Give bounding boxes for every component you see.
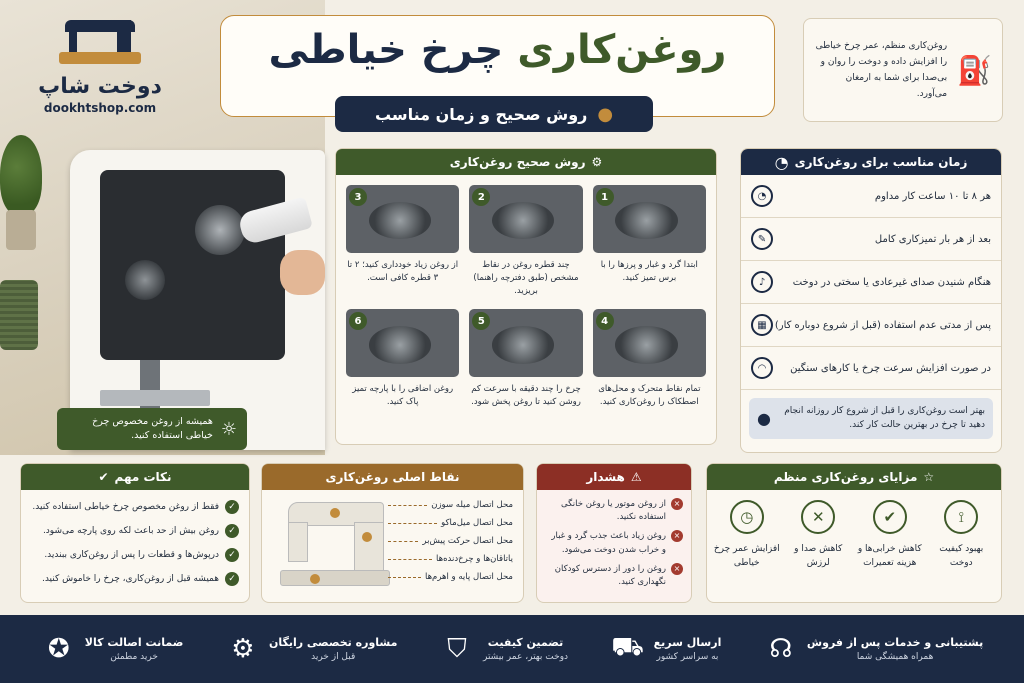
benefit-label: کاهش خرابی‌ها و هزینه تعمیرات bbox=[857, 544, 922, 569]
check-circle-icon: ✔ bbox=[98, 470, 109, 484]
timing-item bbox=[741, 304, 1001, 347]
thread-spool bbox=[0, 280, 38, 350]
brand-name: دوخت شاپ bbox=[38, 74, 162, 99]
benefit-label: کاهش صدا و لرزش bbox=[794, 544, 843, 569]
speedometer-icon: ◠ bbox=[751, 357, 773, 379]
footer-title: ضمانت اصالت کالا bbox=[84, 636, 184, 649]
benefit-item bbox=[857, 500, 923, 571]
point-label: محل اتصال میل‌ماکو bbox=[388, 518, 513, 528]
x-icon: × bbox=[671, 498, 683, 510]
gear-icon: ⚙ bbox=[591, 155, 603, 169]
timing-item-text: بعد از هر بار تمیزکاری کامل bbox=[874, 233, 991, 245]
warning-header: ⚠ هشدار bbox=[537, 464, 691, 490]
points-section bbox=[261, 463, 524, 603]
method-section bbox=[335, 148, 717, 445]
tip-text: درپوش‌ها و قطعات را پس از روغن‌کاری ببندید. bbox=[44, 550, 219, 560]
timing-note: بهتر است روغن‌کاری را قبل از شروع کار روزانه انجام دهید تا چرخ در بهترین حالت کار کند. ● bbox=[749, 398, 993, 439]
leader-line bbox=[388, 505, 427, 506]
step-photo bbox=[593, 309, 706, 377]
footer-title: مشاوره تخصصی رایگان bbox=[268, 636, 398, 649]
timing-item-text: هر ۸ تا ۱۰ ساعت کار مداوم bbox=[874, 190, 991, 202]
plant-decor bbox=[0, 135, 42, 215]
sound-off-icon: ✕ bbox=[801, 500, 835, 534]
footer-title: تضمین کیفیت bbox=[487, 636, 564, 649]
leader-line bbox=[388, 523, 437, 524]
timing-item bbox=[741, 261, 1001, 304]
footer-subtitle: به سراسر کشور bbox=[656, 652, 719, 662]
step-number: 6 bbox=[349, 312, 367, 330]
step-photo bbox=[346, 185, 459, 253]
clock-icon: ◔ bbox=[751, 185, 773, 207]
step-caption: چند قطره روغن در نقاط مشخص (طبق دفترچه راهنما) بریزید. bbox=[473, 260, 579, 296]
drop-icon: ● bbox=[757, 408, 771, 428]
timing-item-text: پس از مدتی عدم استفاده (قبل از شروع دوباره کار) bbox=[774, 319, 991, 331]
warning-item: × از روغن موتور یا روغن خانگی استفاده نکنید. bbox=[545, 498, 683, 524]
oil-can-icon: ⛽ bbox=[957, 53, 992, 87]
subtitle-pill: ● روش صحیح و زمان مناسب bbox=[335, 96, 653, 132]
benefit-item bbox=[785, 500, 851, 571]
x-icon: × bbox=[671, 563, 683, 575]
footer-title: پشتیبانی و خدمات پس از فروش bbox=[806, 636, 984, 649]
step-photo bbox=[593, 185, 706, 253]
tips-header: نکات مهم ✔ bbox=[21, 464, 249, 490]
timing-item-text: هنگام شنیدن صدای غیرعادی یا سختی در دوخت bbox=[792, 276, 991, 288]
warning-item: × روغن زیاد باعث جذب گرد و غبار و خراب شدن دوخت می‌شود. bbox=[545, 530, 683, 556]
point-label: محل اتصال حرکت پیش‌بر bbox=[388, 536, 513, 546]
benefit-label: افزایش عمر چرخ خیاطی bbox=[713, 544, 780, 569]
footer-item bbox=[763, 634, 983, 664]
benefits-section bbox=[706, 463, 1002, 603]
steps-grid bbox=[336, 175, 716, 409]
tip-item bbox=[31, 524, 239, 538]
step-card bbox=[469, 309, 582, 409]
footer-subtitle: خرید مطمئن bbox=[110, 652, 158, 662]
step-photo bbox=[346, 309, 459, 377]
shield-icon: ⛉ bbox=[447, 633, 467, 664]
timing-list bbox=[741, 175, 1001, 390]
hero-tip-box: ☼ همیشه از روغن مخصوص چرخ خیاطی استفاده کنید. bbox=[57, 408, 247, 450]
leader-line bbox=[388, 541, 418, 542]
step-caption: تمام نقاط متحرک و محل‌های اصطکاک را روغن‌کاری کنید. bbox=[598, 384, 701, 407]
benefit-item bbox=[928, 500, 994, 571]
tip-item bbox=[31, 548, 239, 562]
step-number: 2 bbox=[472, 188, 490, 206]
timing-header: زمان مناسب برای روغن‌کاری ◔ bbox=[741, 149, 1001, 175]
gauge-icon: ◷ bbox=[730, 500, 764, 534]
step-number: 5 bbox=[472, 312, 490, 330]
benefits-header: ☆ مزایای روغن‌کاری منظم bbox=[707, 464, 1001, 490]
timing-item bbox=[741, 218, 1001, 261]
tip-text: فقط از روغن مخصوص چرخ خیاطی استفاده کنید. bbox=[32, 502, 219, 512]
brand-site[interactable]: dookhtshop.com bbox=[43, 101, 157, 115]
warning-item: × روغن را دور از دسترس کودکان نگهداری کنید. bbox=[545, 563, 683, 589]
footer-bar bbox=[0, 615, 1024, 683]
step-caption: ابتدا گرد و غبار و پرزها را با برس تمیز کنید. bbox=[600, 260, 698, 283]
timing-item bbox=[741, 347, 1001, 390]
tip-text: همیشه قبل از روغن‌کاری، چرخ را خاموش کنید. bbox=[41, 574, 219, 584]
clock-icon: ◔ bbox=[774, 152, 789, 172]
step-caption: چرخ را چند دقیقه با سرعت کم روشن کنید تا روغن پخش شود. bbox=[471, 384, 581, 407]
point-label: یاتاقان‌ها و چرخ‌دنده‌ها bbox=[388, 554, 513, 564]
check-icon: ✓ bbox=[225, 524, 239, 538]
star-icon: ☆ bbox=[923, 470, 935, 484]
footer-subtitle: همراه همیشگی شما bbox=[856, 652, 934, 662]
check-icon: ✓ bbox=[225, 572, 239, 586]
step-caption: روغن اضافی را با پارچه تمیز پاک کنید. bbox=[352, 384, 454, 407]
machine-diagram bbox=[280, 502, 390, 594]
footer-item bbox=[225, 634, 397, 664]
lightbulb-icon: ☼ bbox=[220, 418, 237, 440]
leader-line bbox=[388, 559, 432, 560]
headset-icon: ☊ bbox=[769, 634, 793, 664]
step-card bbox=[593, 185, 706, 297]
check-icon: ✓ bbox=[225, 548, 239, 562]
point-label: محل اتصال میله سوزن bbox=[388, 500, 513, 510]
warning-section bbox=[536, 463, 692, 603]
gear-icon: ⚙ bbox=[231, 634, 255, 664]
step-caption: از روغن زیاد خودداری کنید؛ ۲ تا ۳ قطره کافی است. bbox=[347, 260, 459, 283]
step-card bbox=[346, 309, 459, 409]
intro-box: ⛽ روغن‌کاری منظم، عمر چرخ خیاطی را افزایش داده و دوخت را روان و بی‌صدا برای شما به ارمغان می‌آورد. bbox=[803, 18, 1003, 122]
needle-icon: ⟟ bbox=[944, 500, 978, 534]
footer-title: ارسال سریع bbox=[653, 636, 722, 649]
award-icon: ✪ bbox=[47, 634, 70, 664]
brush-icon: ✎ bbox=[751, 228, 773, 250]
benefit-label: بهبود کیفیت دوخت bbox=[939, 544, 984, 569]
brand-logo bbox=[30, 12, 170, 127]
timing-item-text: در صورت افزایش سرعت چرخ یا کارهای سنگین bbox=[790, 362, 991, 374]
benefit-item bbox=[714, 500, 780, 571]
truck-icon: ⛟ bbox=[611, 632, 644, 662]
tips-section bbox=[20, 463, 250, 603]
step-photo bbox=[469, 309, 582, 377]
timing-item bbox=[741, 175, 1001, 218]
calendar-icon: ▦ bbox=[751, 314, 773, 336]
step-card bbox=[469, 185, 582, 297]
sewing-machine-logo-icon bbox=[55, 12, 145, 70]
step-number: 4 bbox=[596, 312, 614, 330]
tip-text: روغن بیش از حد باعث لکه روی پارچه می‌شود. bbox=[42, 526, 219, 536]
sewing-machine-illustration bbox=[70, 150, 325, 450]
points-header: نقاط اصلی روغن‌کاری bbox=[262, 464, 523, 490]
step-card bbox=[346, 185, 459, 297]
step-number: 1 bbox=[596, 188, 614, 206]
footer-item bbox=[439, 634, 568, 665]
method-header: ⚙ روش صحیح روغن‌کاری bbox=[336, 149, 716, 175]
footer-item bbox=[41, 634, 184, 664]
shield-check-icon: ✔ bbox=[873, 500, 907, 534]
footer-subtitle: قبل از خرید bbox=[311, 652, 356, 662]
page-title: روغن‌کاری چرخ خیاطی bbox=[268, 27, 727, 73]
footer-subtitle: دوخت بهتر، عمر بیشتر bbox=[483, 652, 569, 662]
step-card bbox=[593, 309, 706, 409]
tip-item bbox=[31, 500, 239, 514]
leader-line bbox=[388, 577, 421, 578]
oil-drop-icon: ● bbox=[597, 103, 614, 125]
timing-section bbox=[740, 148, 1002, 453]
step-photo bbox=[469, 185, 582, 253]
point-label: محل اتصال پایه و اهرم‌ها bbox=[388, 572, 513, 582]
footer-item bbox=[610, 632, 722, 666]
speaker-icon: ♪ bbox=[751, 271, 773, 293]
x-icon: × bbox=[671, 530, 683, 542]
warning-triangle-icon: ⚠ bbox=[630, 470, 642, 484]
step-number: 3 bbox=[349, 188, 367, 206]
check-icon: ✓ bbox=[225, 500, 239, 514]
tip-item bbox=[31, 572, 239, 586]
